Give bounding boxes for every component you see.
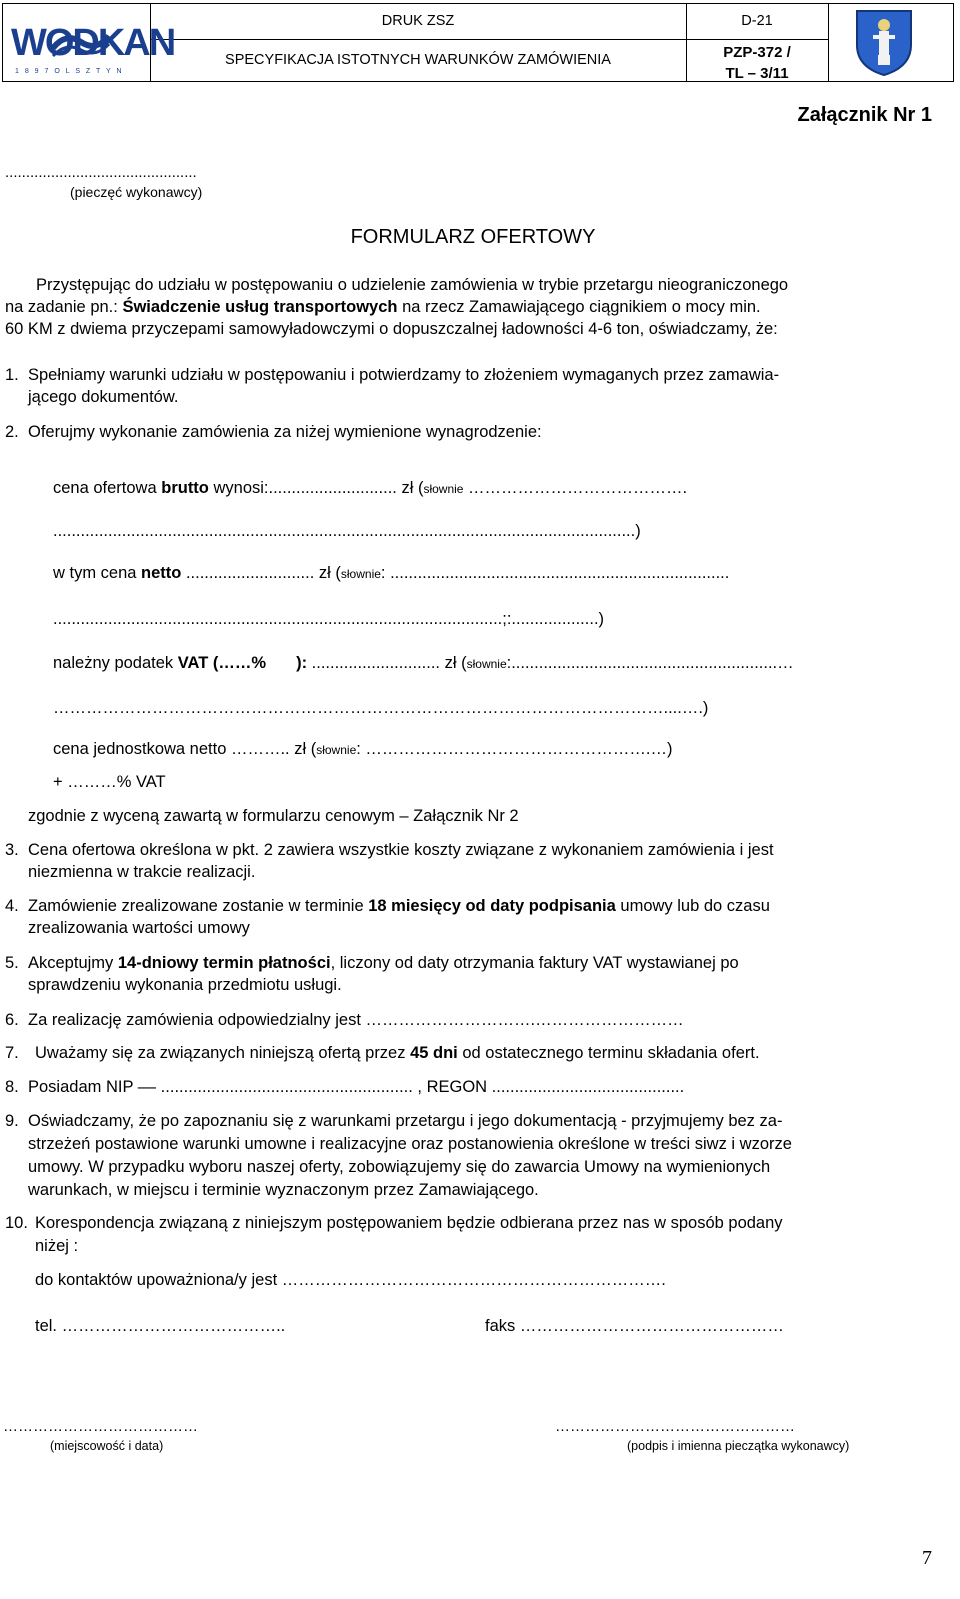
spec-title: SPECYFIKACJA ISTOTNYCH WARUNKÓW ZAMÓWIENIA (225, 52, 611, 68)
clause-9-number: 9. (5, 1112, 19, 1130)
clause-5-line-2: sprawdzeniu wykonania przedmiotu usługi. (28, 976, 342, 994)
unit-price-line: cena jednostkowa netto ……….. zł (słownie: …………………………………………….…) (53, 740, 673, 758)
doc-type: DRUK ZSZ (381, 13, 455, 29)
clause-6-number: 6. (5, 1011, 19, 1029)
stamp-label: (pieczęć wykonawcy) (70, 184, 203, 200)
gross-price-line: cena ofertowa brutto wynosi:............................ zł (słownie …………………………………. (53, 479, 688, 497)
clause-3-line-1: Cena ofertowa określona w pkt. 2 zawiera wszystkie koszty związane z wykonaniem zamówienia i jest (28, 841, 774, 859)
intro-line-2: na zadanie pn.: Świadczenie usług transportowych na rzecz Zamawiającego ciągnikiem o mocy min. (5, 298, 761, 316)
gross-price-line-2: ...............................................................................................................................) (53, 522, 641, 540)
clause-9-line-4: warunkach, w miejscu i terminie wyznaczonym przez Zamawiającego. (28, 1181, 539, 1199)
net-price-line-2: ..................................................................................................;:...................) (53, 610, 605, 628)
net-price-line: w tym cena netto ............................ zł (słownie: .......................................................................... (53, 564, 730, 582)
wodkan-logo (3, 4, 175, 81)
clause-9-line-2: strzeżeń postawione warunki umowne i realizacyjne oraz postanowienia określone w treści siwz i wzorze (28, 1135, 792, 1153)
vat-line-2: …………………………………………………………………………………………………....….) (53, 699, 709, 717)
clause-3-line-2: niezmienna w trakcie realizacji. (28, 863, 256, 881)
clause-6-text: Za realizację zamówienia odpowiedzialny jest ………………………….……………………… (28, 1011, 684, 1029)
item-2-number: 2. (5, 423, 19, 441)
header-table (2, 3, 954, 82)
wave-icon (51, 28, 111, 58)
clause-9-line-3: umowy. W przypadku wyboru naszej oferty, zobowiązujemy się do zawarcia Umowy na wymienionych (28, 1158, 771, 1176)
clause-8-number: 8. (5, 1078, 19, 1096)
form-title: FORMULARZ OFERTOWY (350, 226, 596, 248)
header-row-divider (150, 39, 828, 40)
contact-person-line: do kontaktów upoważniona/y jest ……………………………………………………………. (35, 1271, 666, 1289)
clause-4-line-2: zrealizowania wartości umowy (28, 919, 250, 937)
clause-10-number: 10. (5, 1214, 28, 1232)
clause-5-number: 5. (5, 954, 19, 972)
logo-subtitle: 1 8 9 7 O L S Z T Y N (15, 68, 124, 75)
place-date-label: (miejscowość i data) (50, 1439, 164, 1453)
annex-label: Załącznik Nr 1 (797, 104, 932, 126)
ref-number (686, 42, 828, 84)
vat-percent-line: + ………% VAT (53, 773, 166, 791)
clause-4-number: 4. (5, 897, 19, 915)
crest-icon (853, 7, 915, 77)
tel-line: tel. ………………………………….. (35, 1317, 286, 1335)
stamp-dots: .............................................. (5, 164, 197, 181)
vat-line: należny podatek VAT (……% ): ............................ zł (słownie:..........................................................… (53, 654, 794, 672)
ref-line-2: TL – 3/11 (725, 65, 789, 82)
clause-10-line-1: Korespondencja związaną z niniejszym postępowaniem będzie odbierana przez nas w sposób podany (35, 1214, 783, 1232)
intro-line-1: Przystępując do udziału w postępowaniu o udzielenie zamówienia w trybie przetargu nieograniczonego (36, 276, 789, 294)
header-divider (828, 4, 829, 81)
clause-10-line-2: niżej : (35, 1237, 79, 1255)
according-line: zgodnie z wyceną zawartą w formularzu cenowym – Załącznik Nr 2 (28, 807, 519, 825)
clause-8-text: Posiadam NIP –– ....................................................... , REGON .......................................... (28, 1078, 685, 1096)
clause-5-line-1: Akceptujmy 14-dniowy termin płatności, liczony od daty otrzymania faktury VAT wystawianej po (28, 954, 739, 972)
intro-line-3: 60 KM z dwiema przyczepami samowyładowczymi o dopuszczalnej ładowności 4-6 ton, oświadczamy, że: (5, 320, 778, 338)
ref-line-1: PZP-372 / (723, 44, 791, 61)
item-1-number: 1. (5, 366, 19, 384)
clause-7-number: 7. (5, 1044, 19, 1062)
doc-code: D-21 (741, 13, 773, 29)
logo-text: WODKAN (11, 22, 175, 64)
clause-3-number: 3. (5, 841, 19, 859)
clause-7-text: Uważamy się za związanych niniejszą ofertą przez 45 dni od ostatecznego terminu składania ofert. (35, 1044, 760, 1062)
clause-4-line-1: Zamówienie zrealizowane zostanie w terminie 18 miesięcy od daty podpisania umowy lub do czasu (28, 897, 770, 915)
item-1-line-1: Spełniamy warunki udziału w postępowaniu i potwierdzamy to złożeniem wymaganych przez zamawia- (28, 366, 780, 384)
place-date-dots: ………………………………… (3, 1418, 198, 1435)
item-1-line-2: jącego dokumentów. (28, 388, 179, 406)
signature-label: (podpis i imienna pieczątka wykonawcy) (627, 1439, 850, 1453)
item-2-text: Oferujmy wykonanie zamówienia za niżej wymienione wynagrodzenie: (28, 423, 542, 441)
clause-9-line-1: Oświadczamy, że po zapoznaniu się z warunkami przetargu i jego dokumentacją - przyjmujemy bez za- (28, 1112, 783, 1130)
page-number: 7 (922, 1547, 932, 1569)
fax-line: faks ………………………………………… (485, 1317, 784, 1335)
signature-dots: ………………………………………… (555, 1418, 795, 1435)
